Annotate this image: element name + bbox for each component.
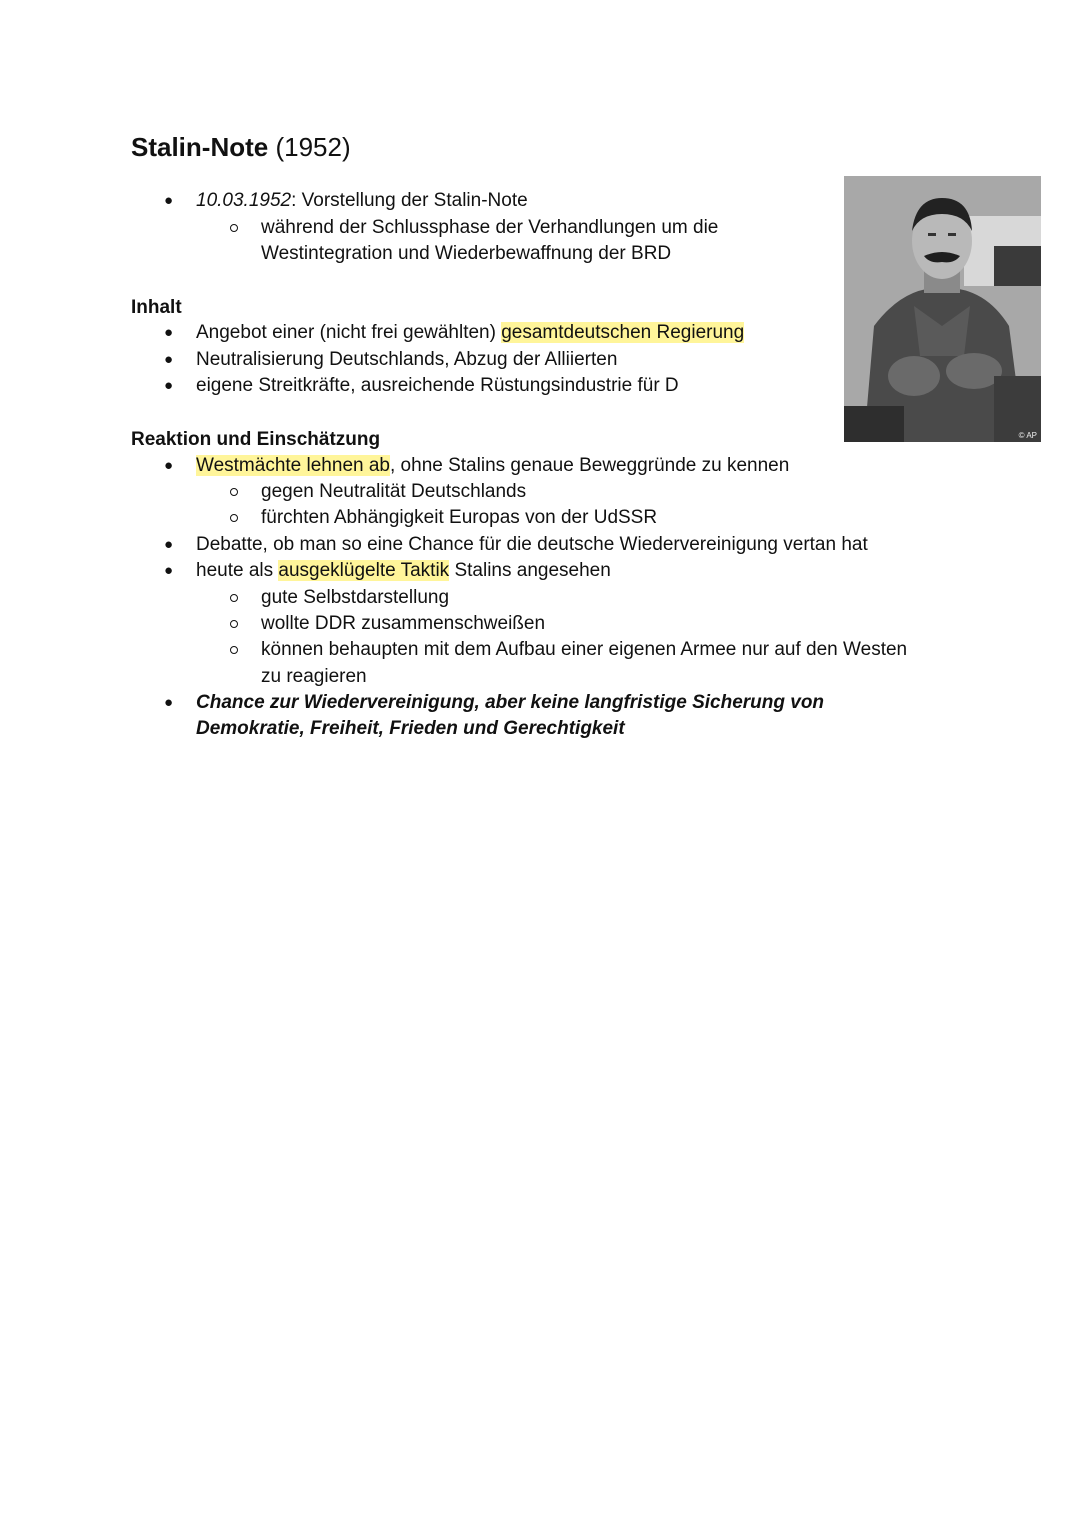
- page-title: [131, 131, 351, 163]
- stalin-photo: [844, 176, 1041, 442]
- inhalt-item-1-highlight: gesamtdeutschen Regierung: [501, 322, 745, 343]
- intro-date: 10.03.1952: [196, 190, 292, 211]
- reaktion-item-1: [196, 453, 789, 479]
- reaktion-item-3-sub-1: gute Selbstdarstellung: [261, 587, 450, 608]
- reaktion-item-4-line1: Chance zur Wiedervereinigung, aber keine langfristige Sicherung von: [196, 692, 825, 713]
- section-heading-reaktion: Reaktion und Einschätzung: [131, 429, 381, 450]
- bullet-dot: ●: [164, 324, 174, 341]
- reaktion-item-3-sub-2: wollte DDR zusammenschweißen: [261, 613, 546, 634]
- bullet-circle: [230, 594, 238, 602]
- bullet-dot: ●: [164, 536, 174, 553]
- reaktion-item-2: Debatte, ob man so eine Chance für die deutsche Wiedervereinigung vertan hat: [196, 534, 868, 555]
- bullet-dot: ●: [164, 694, 174, 711]
- title-year: (1952): [268, 132, 351, 162]
- bullet-circle: [230, 224, 238, 232]
- portrait-illustration: [844, 176, 1041, 442]
- bullet-dot: ●: [164, 377, 174, 394]
- intro-text: : Vorstellung der Stalin-Note: [291, 190, 528, 211]
- reaktion-item-1-sub-1: gegen Neutralität Deutschlands: [261, 481, 527, 502]
- reaktion-item-3: [196, 558, 611, 584]
- bullet-dot: ●: [164, 562, 174, 579]
- reaktion-item-3-sub-3-line2: zu reagieren: [261, 666, 367, 687]
- bullet-dot: ●: [164, 192, 174, 209]
- inhalt-item-1: [196, 320, 744, 346]
- bullet-dot: ●: [164, 351, 174, 368]
- title-bold: Stalin-Note: [131, 132, 269, 162]
- bullet-circle: [230, 646, 238, 654]
- reaktion-item-1-highlight: Westmächte lehnen ab: [196, 455, 390, 476]
- photo-credit: © AP: [1018, 431, 1037, 440]
- inhalt-item-3: eigene Streitkräfte, ausreichende Rüstungsindustrie für D: [196, 375, 679, 396]
- reaktion-item-3-sub-3-line1: können behaupten mit dem Aufbau einer eigenen Armee nur auf den Westen: [261, 639, 908, 660]
- intro-sub-line2: Westintegration und Wiederbewaffnung der BRD: [261, 243, 672, 264]
- reaktion-item-3-highlight: ausgeklügelte Taktik: [278, 560, 450, 581]
- reaktion-item-3-text-b: Stalins angesehen: [449, 560, 611, 581]
- section-heading-inhalt: Inhalt: [131, 297, 182, 318]
- reaktion-item-1-sub-2: fürchten Abhängigkeit Europas von der UdSSR: [261, 507, 658, 528]
- bullet-circle: [230, 514, 238, 522]
- bullet-circle: [230, 620, 238, 628]
- inhalt-item-1-text: Angebot einer (nicht frei gewählten): [196, 322, 502, 343]
- reaktion-item-1-text: , ohne Stalins genaue Beweggründe zu kennen: [390, 455, 790, 476]
- intro-sub-line1: während der Schlussphase der Verhandlungen um die: [261, 217, 719, 238]
- intro-line: [196, 188, 528, 214]
- bullet-circle: [230, 488, 238, 496]
- reaktion-item-4-line2: Demokratie, Freiheit, Frieden und Gerechtigkeit: [196, 718, 625, 739]
- reaktion-item-3-text-a: heute als: [196, 560, 279, 581]
- inhalt-item-2: Neutralisierung Deutschlands, Abzug der Alliierten: [196, 349, 618, 370]
- bullet-dot: ●: [164, 457, 174, 474]
